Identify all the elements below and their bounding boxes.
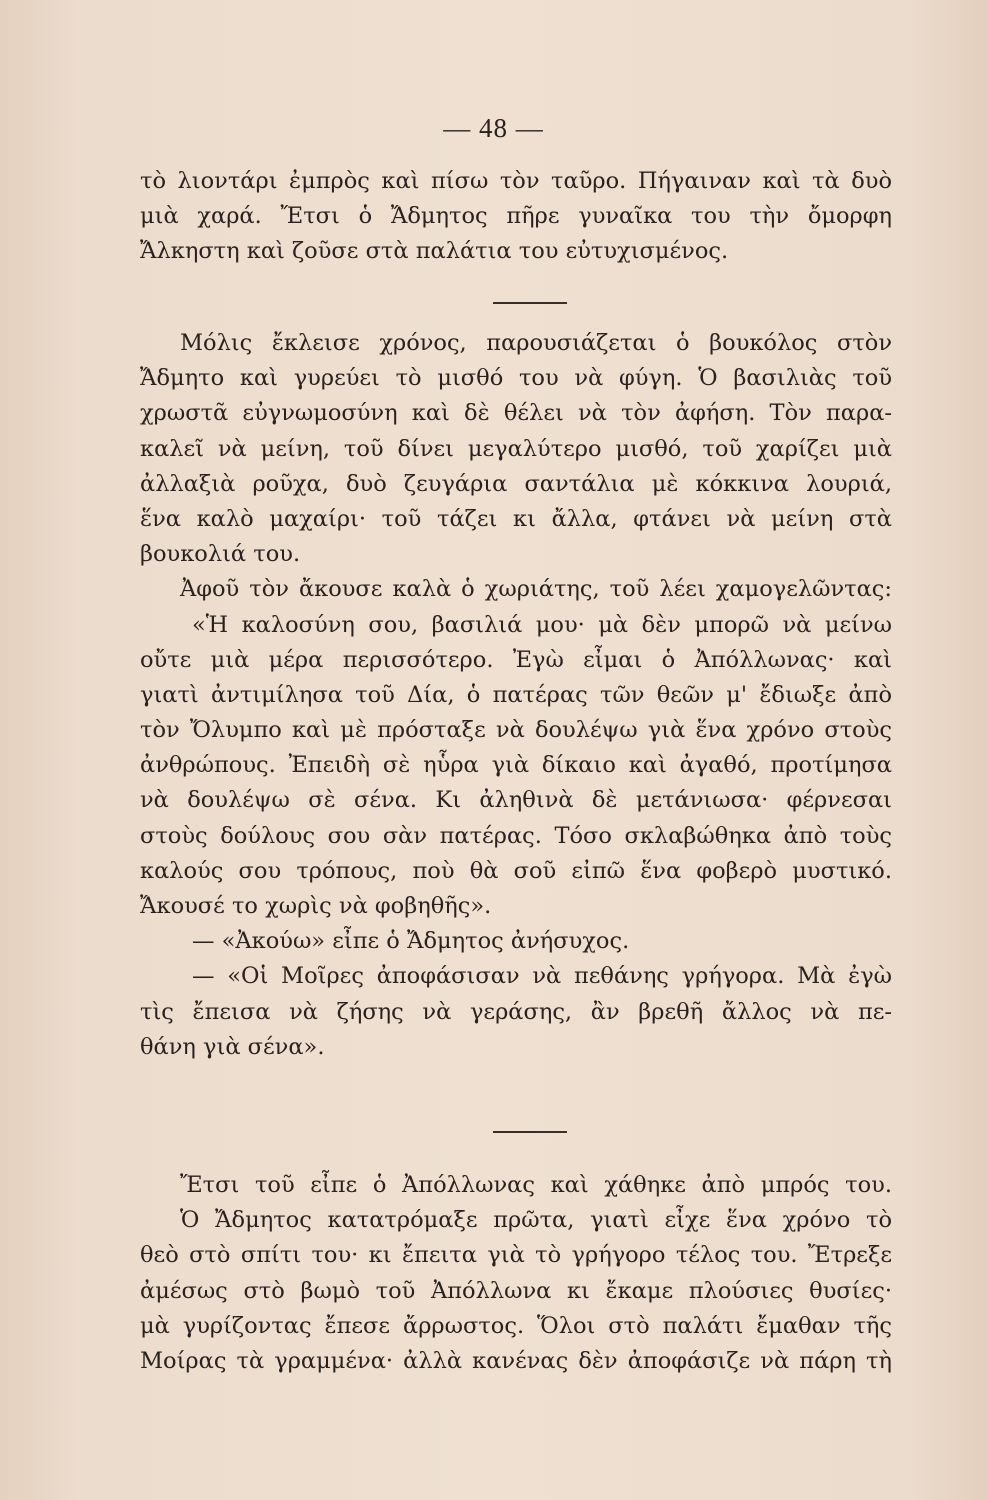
- text-line: γιατὶ ἀντιμίλησα τοῦ Δία, ὁ πατέρας τῶν θεῶν μ' ἔδιωξε ἀπὸ: [140, 681, 892, 708]
- text-line: βουκολιά του.: [140, 541, 301, 568]
- text-line: Μόλις ἔκλεισε χρόνος, παρουσιάζεται ὁ βουκόλος στὸν: [180, 330, 892, 356]
- text-line: — «Ἀκούω» εἶπε ὁ Ἄδμητος ἀνήσυχος.: [192, 928, 630, 955]
- text-line: καλούς σου τρόπους, ποὺ θὰ σοῦ εἰπῶ ἕνα φοβερὸ μυστικό.: [140, 857, 892, 884]
- text-line: Ἔτσι τοῦ εἶπε ὁ Ἀπόλλωνας καὶ χάθηκε ἀπὸ μπρός του.: [180, 1172, 892, 1198]
- text-line: μιὰ χαρά. Ἔτσι ὁ Ἄδμητος πῆρε γυναῖκα του τὴν ὄμορφη: [140, 203, 892, 230]
- text-line: θεὸ στὸ σπίτι του· κι ἔπειτα γιὰ τὸ γρήγορο τέλος του. Ἔτρεξε: [140, 1242, 892, 1269]
- page-number: — 48 —: [443, 113, 544, 143]
- text-line: Ἄλκηστη καὶ ζοῦσε στὰ παλάτια του εὐτυχισμένος.: [140, 238, 729, 265]
- text-line: ἕνα καλὸ μαχαίρι· τοῦ τάζει κι ἄλλα, φτάνει νὰ μείνη στὰ: [140, 505, 892, 532]
- text-line: καλεῖ νὰ μείνη, τοῦ δίνει μεγαλύτερο μισθό, τοῦ χαρίζει μιὰ: [140, 435, 892, 462]
- text-line: — «Οἱ Μοῖρες ἀποφάσισαν νὰ πεθάνης γρήγορα. Μὰ ἐγὼ: [192, 963, 892, 990]
- text-line: Ἄδμητο καὶ γυρεύει τὸ μισθό του νὰ φύγη. Ὁ βασιλιὰς τοῦ: [140, 365, 892, 392]
- text-line: Ἄκουσέ το χωρὶς νὰ φοβηθῆς».: [140, 893, 492, 919]
- text-line: τὶς ἔπεισα νὰ ζήσης νὰ γεράσης, ἂν βρεθῆ ἄλλος νὰ πε-: [140, 998, 892, 1025]
- text-line: Ἀφοῦ τὸν ἄκουσε καλὰ ὁ χωριάτης, τοῦ λέει χαμογελῶντας:: [180, 576, 892, 603]
- text-line: νὰ δουλέψω σὲ σένα. Κι ἀληθινὰ δὲ μετάνιωσα· φέρνεσαι: [140, 787, 892, 814]
- text-line: τὸ λιοντάρι ἐμπρὸς καὶ πίσω τὸν ταῦρο. Πήγαιναν καὶ τὰ δυὸ: [140, 168, 892, 194]
- paragraph-continuation: [140, 164, 892, 270]
- text-line: «Ἡ καλοσύνη σου, βασιλιά μου· μὰ δὲν μπορῶ νὰ μείνω: [192, 611, 892, 638]
- text-line: θάνη γιὰ σένα».: [140, 1033, 325, 1060]
- text-line: ἀλλαξιὰ ροῦχα, δυὸ ζευγάρια σαντάλια μὲ κόκκινα λουριά,: [140, 470, 892, 497]
- text-line: Μοίρας τὰ γραμμένα· ἀλλὰ κανένας δὲν ἀποφάσιζε νὰ πάρη τὴ: [140, 1347, 892, 1374]
- text-line: στοὺς δούλους σου σὰν πατέρας. Τόσο σκλαβώθηκα ἀπὸ τοὺς: [140, 822, 892, 849]
- text-line: μὰ γυρίζοντας ἔπεσε ἄρρωστος. Ὅλοι στὸ παλάτι ἔμαθαν τῆς: [140, 1312, 892, 1339]
- text-line: ἀνθρώπους. Ἐπειδὴ σὲ ηὗρα γιὰ δίκαιο καὶ ἀγαθό, προτίμησα: [140, 752, 892, 779]
- section-divider: [493, 302, 567, 304]
- text-line: Ὁ Ἄδμητος κατατρόμαξε πρῶτα, γιατὶ εἶχε ἕνα χρόνο τὸ: [180, 1207, 892, 1234]
- section-admetus-reaction: [140, 1168, 892, 1379]
- section-apollo-speech: [140, 326, 892, 1065]
- text-line: ἀμέσως στὸ βωμὸ τοῦ Ἀπόλλωνα κι ἔκαμε πλούσιες θυσίες·: [140, 1277, 892, 1304]
- section-divider: [493, 1131, 567, 1133]
- text-line: τὸν Ὄλυμπο καὶ μὲ πρόσταξε νὰ δουλέψω γιὰ ἕνα χρόνο στοὺς: [140, 717, 892, 744]
- text-line: οὔτε μιὰ μέρα περισσότερο. Ἐγὼ εἶμαι ὁ Ἀπόλλωνας· καὶ: [140, 646, 892, 673]
- text-line: χρωστᾶ εὐγνωμοσύνη καὶ δὲ θέλει νὰ τὸν ἀφήση. Τὸν παρα-: [140, 400, 892, 427]
